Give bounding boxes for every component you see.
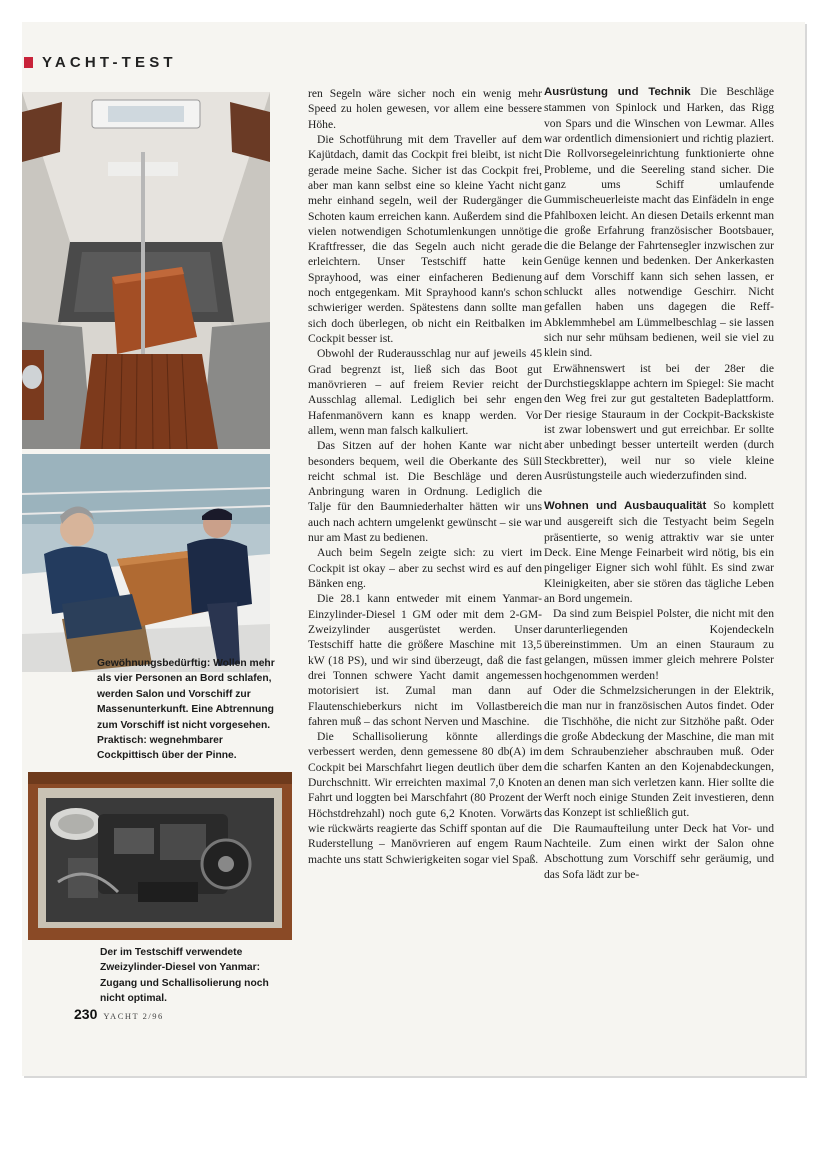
section-header [24,52,177,72]
paragraph: Erwähnenswert ist bei der 28er die Durchstiegsklappe achtern im Spiegel: Sie macht den Weg frei zur gut gestalteten Badeplattform. Der riesige Stauraum in der Cockpit-Backskiste ist zwar lobenswert und gut erreichbar. Er sollte aber unbedingt besser unterteilt werden (durch Steckbretter), weil nur so viele kleine Ausrüstungsteile auch wiederzufinden sind. [544,361,774,482]
paragraph-text: So komplett und ausgereift sich die Testyacht beim Segeln präsentierte, so wenig attraktiv war sie unter Deck. Eine Menge Feinarbeit wird nötig, bis ein pingeliger Eigner sich wohl fühlt. Es sind zwar Kleinigkeiten, aber sie stören das tägliche Leben an Bord ungemein. [544,499,774,605]
subheading-living: Wohnen und Ausbauqualität [544,500,707,513]
paragraph: Die Schallisolierung könnte allerdings verbessert werden, denn gemessene 80 db(A) im Cockpit bei Marschfahrt liegen deutlich über dem Durchschnitt. Wir erreichten maximal 7,0 Knoten Fahrt und loggten bei Marschfahrt (80 Prozent der Höchstdrehzahl) noch gute 6,2 Knoten. Vorwärts wie rückwärts reagierte das Schiff spontan auf die Ruderstellung – Manövrieren auf engem Raum machte uns statt Schwierigkeiten sogar viel Spaß. [308,730,542,866]
paragraph: Oder die Schmelzsicherungen in der Elektrik, die man nur in französischen Autos findet. Oder die Tischhöhe, die nicht zur Sitzhöhe paßt. Oder die große Abdeckung der Maschine, die man mit dem Schraubenzieher abschrauben muß. Oder die scharfen Kanten an den Kojenabdeckungen, an denen man sich verletzen kann. Hier sollte die Werft noch einige Stunden Zeit investieren, denn das Konzept ist schließlich gut. [544,683,774,820]
subheading-equipment: Ausrüstung und Technik [544,86,691,98]
magazine-page [22,22,805,1076]
cockpit-photo-caption: Gewöhnungsbedürftig: Wollen mehr als vier Personen an Bord schlafen, werden Salon und Vorschiff zur Massenunterkunft. Eine Abtrennung zum Vorschiff ist nicht vorgesehen. Praktisch: wegnehmbarer Cockpittisch über der Pinne. [97,658,275,762]
page-footer [74,1006,164,1022]
paragraph: Die 28.1 kann entweder mit einem Yanmar-Einzylinder-Diesel 1 GM oder mit dem 2-GM-Zweizylinder ausgerüstet werden. Unser Testschiff hatte die größere Maschine mit 13,5 kW (18 PS), und wir sind überzeugt, daß die fast drei Tonnen schwere Yacht damit angemessen motorisiert ist. Zumal man dann auf Flautenschieberkurs nicht im Vollastbereich fahren muß – das schont Nerven und Maschine. [308,592,542,728]
paragraph: Die Schotführung mit dem Traveller auf dem Kajütdach, damit das Cockpit frei bleibt, ist nicht gerade meine Sache. Sicher ist das Cockpit frei, aber man kann selbst eine so kleine Yacht nicht mehr einhand segeln, weil der Rudergänger die Schoten kaum erreichen kann. Außerdem sind die vielen notwendigen Schotumlenkungen unnötige Kraftfresser, die das Segeln auch nicht gerade erleichtern. Unser Testschiff hatte kein Sprayhood, was einer einfacheren Bedienung noch entgegenkam. Mit Sprayhood kann's schon schwieriger werden. Spätestens dann sollte man sich doch überlegen, ob nicht ein Reitbalken im Cockpit besser ist. [308,132,542,345]
paragraph: Auch beim Segeln zeigte sich: zu viert im Cockpit ist okay – aber zu sechst wird es auf den Bänken eng. [308,546,542,590]
paragraph: ren Segeln wäre sicher noch ein wenig mehr Speed zu holen gewesen, vor allem eine bessere Höhe. [308,87,542,131]
section-title: YACHT-TEST [42,53,177,71]
page-number: 230 [74,1006,98,1022]
article-column-2 [308,86,542,867]
paragraph: Da sind zum Beispiel Polster, die nicht mit den darunterliegenden Kojendeckeln übereinstimmen. Um an einen Stauraum zu gelangen, müssen immer gleich mehrere Polster hochgenommen werden! [544,607,774,682]
paragraph: Die Raumaufteilung unter Deck hat Vor- und Nachteile. Zum einen wirkt der Salon ohne Abschottung zum Vorschiff sehr geräumig, und das Sofa lädt zur be- [544,821,774,881]
engine-photo [28,772,292,940]
paragraph: Das Sitzen auf der hohen Kante war nicht besonders bequem, weil die Oberkante des Süll reicht schmal ist. Die Beschläge und deren Anbringung waren in Ordnung. Lediglich die Talje für den Baumniederhalter hätten wir uns auch nach achtern umgelenkt gewünscht – sie war nur am Mast zu bedienen. [308,439,542,545]
salon-interior-photo [22,92,270,449]
magazine-issue: YACHT 2/96 [103,1011,164,1021]
paragraph-text: Die Beschläge stammen von Spinlock und Harken, das Rigg von Spars und die Winschen von Lewmar. Alles war ordentlich dimensioniert und richtig plaziert. Die Rollvorsegeleinrichtung funktionierte ohne Probleme, und die Seereling stand sicher. Die ganz ums Schiff umlaufende Gummischeuerleiste macht das Einfädeln in enge Pfahlboxen leicht. An diesen Details erkennt man die große Erfahrung französischer Bootsbauer, die die Belange der Fahrtensegler inzwischen zur Genüge kennen und bedenken. Der Ankerkasten auf dem Vorschiff kann sich sehen lassen, er schluckt alles notwendige Geschirr. Nicht gefallen haben uns dagegen die Reff-Abklemmhebel am Lümmelbeschlag – sie lassen sich nur sehr mühsam bedienen, weil sie viel zu klein sind. [544,85,774,360]
cockpit-photo [22,454,270,672]
article-column-3 [544,84,774,882]
paragraph [544,498,774,606]
paragraph: Obwohl der Ruderausschlag nur auf jeweils 45 Grad begrenzt ist, ließ sich das Boot gut manövrieren – auf freiem Revier reicht der Ausschlag allemal. Lediglich bei sehr engen Hafenmanövern kann es knapp werden. Vor allem, wenn man falsch kalkuliert. [308,347,542,437]
section-marker [24,57,33,68]
engine-photo-caption: Der im Testschiff verwendete Zweizylinder-Diesel von Yanmar: Zugang und Schallisolierung noch nicht optimal. [100,947,269,1005]
paragraph [544,84,774,361]
